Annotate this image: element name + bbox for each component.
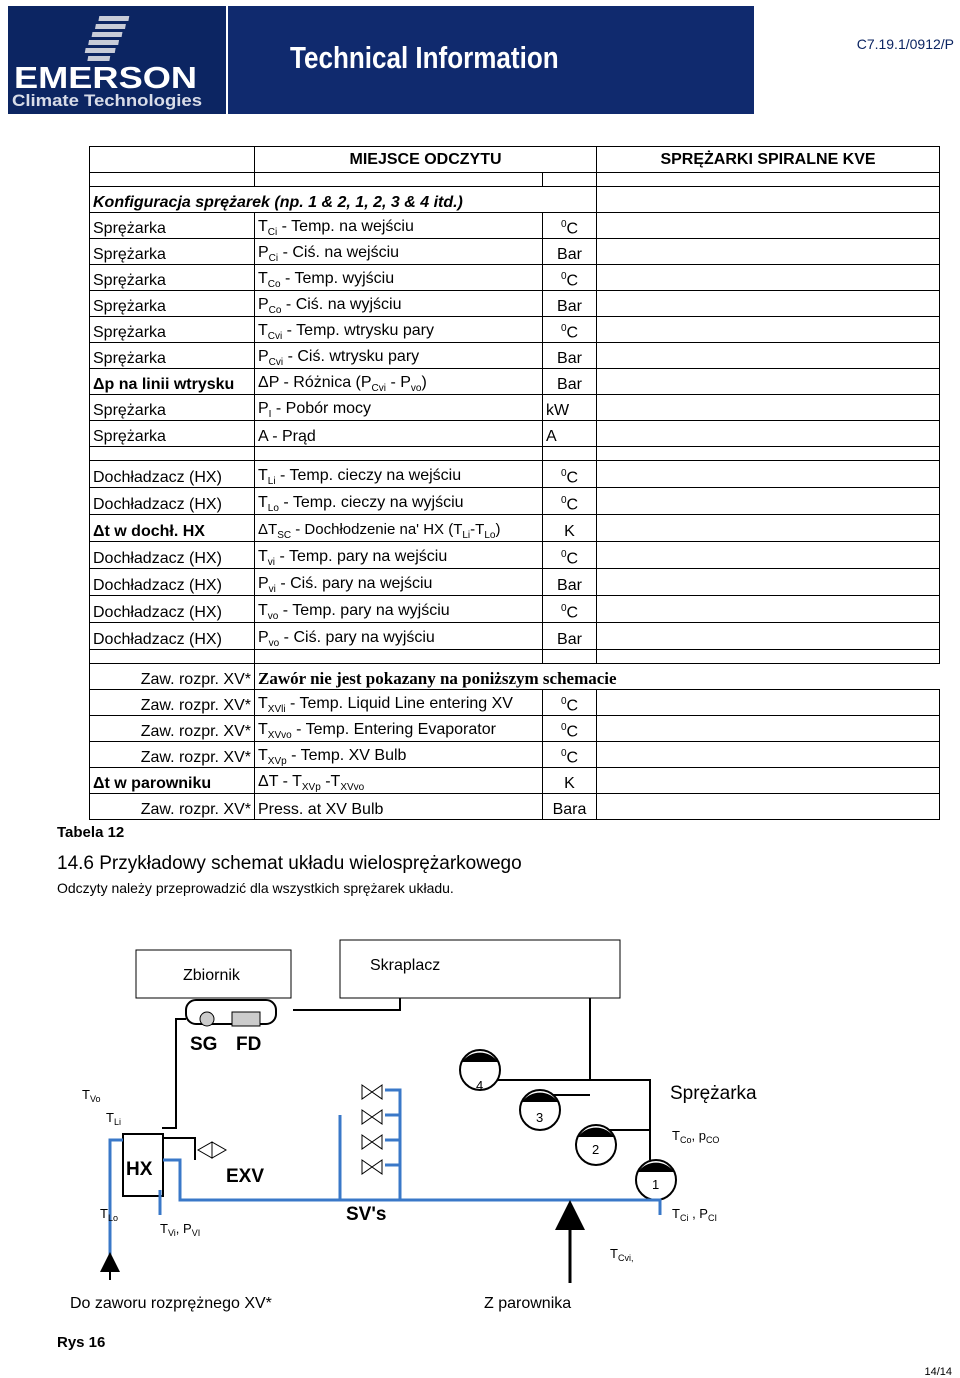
svg-text:1: 1 xyxy=(652,1177,660,1192)
table-row: Zaw. rozpr. XV* $T_{XVli}$ - Temp. Liquid Line entering XV $^0$C xyxy=(90,690,940,716)
config-label: Konfiguracja sprężarek (np. 1 & 2, 1, 2, 3 & 4 itd.) xyxy=(90,187,597,213)
table-row: Zaw. rozpr. XV* $T_{XVp}$ - Temp. XV Bulb $^0$C xyxy=(90,742,940,768)
filter-drier-icon xyxy=(232,1012,260,1026)
table-row: Zaw. rozpr. XV* Press. at XV Bulb Bara xyxy=(90,794,940,820)
table-row: Dochładzacz (HX) $P_{vi}$ - Ciś. pary na wejściu Bar xyxy=(90,569,940,596)
hx-label: HX xyxy=(126,1159,153,1180)
table-row: Zaw. rozpr. XV* $T_{XVvo}$ - Temp. Entering Evaporator $^0$C xyxy=(90,716,940,742)
header-kve: SPRĘŻARKI SPIRALNE KVE xyxy=(597,147,940,173)
compressor-4 xyxy=(460,1050,500,1093)
condenser-label: Skraplacz xyxy=(370,957,441,974)
exv-valve-icon xyxy=(198,1142,226,1158)
svg-text:3: 3 xyxy=(536,1110,544,1125)
page-number: 14/14 xyxy=(924,1366,952,1378)
table-row: Sprężarka $P_{Co}$ - Ciś. na wyjściu Bar xyxy=(90,291,940,317)
table-row: Zaw. rozpr. XV* Zawór nie jest pokazany na poniższym schemacie xyxy=(90,664,940,690)
logo-wordmark: EMERSON xyxy=(14,60,197,95)
svg-text:2: 2 xyxy=(592,1142,600,1157)
logo-tagline: Climate Technologies xyxy=(12,91,202,110)
tvo-label: $T_{Vo}$ xyxy=(82,1087,101,1104)
tvi-pvi-label: $T_{Vi}$, $P_{VI}$ xyxy=(160,1221,201,1238)
table-row: Sprężarka A - Prąd A xyxy=(90,421,940,447)
to-xv-label: Do zaworu rozprężnego XV* xyxy=(70,1295,272,1312)
table-row: Δt w parowniku ΔT - $T_{XVp}$ $-T_{XVvo}$ K xyxy=(90,768,940,794)
document-code: C7.19.1/0912/P xyxy=(856,36,954,52)
table-row: Sprężarka $T_{Cvi}$ - Temp. wtrysku pary $^0$C xyxy=(90,317,940,343)
tco-pco-label: $T_{Co}$, $p_{CO}$ xyxy=(672,1128,720,1145)
sg-label: SG xyxy=(190,1034,218,1055)
section-note: Odczyty należy przeprowadzić dla wszystkich sprężarek układu. xyxy=(57,880,454,896)
table-row: Δt w dochł. HX $\Delta T_{SC}$ - Dochłodzenie na' HX $(T_{Li}-T_{Lo})$ K xyxy=(90,515,940,542)
table-row: Dochładzacz (HX) $T_{vo}$ - Temp. pary na wyjściu $^0$C xyxy=(90,596,940,623)
tlo-label: $T_{Lo}$ xyxy=(100,1206,118,1223)
table-row: Sprężarka $P_I$ - Pobór mocy kW xyxy=(90,395,940,421)
receiver-tank xyxy=(186,1000,276,1024)
section-title: 14.6 Przykładowy schemat układu wielosprężarkowego xyxy=(57,853,522,874)
compressor-1 xyxy=(636,1160,676,1200)
table-row: Dochładzacz (HX) $T_{Li}$ - Temp. cieczy na wejściu $^0$C xyxy=(90,461,940,488)
compressor-label: Sprężarka xyxy=(670,1083,757,1104)
figure-caption: Rys 16 xyxy=(57,1334,106,1351)
tli-label: $T_{Li}$ xyxy=(106,1110,121,1127)
from-evap-label: Z parownika xyxy=(484,1295,572,1312)
document-title: Technical Information xyxy=(290,40,559,75)
solenoid-valves-icon xyxy=(362,1085,382,1174)
table-caption: Tabela 12 xyxy=(57,824,125,841)
table-row: Sprężarka $T_{Ci}$ - Temp. na wejściu $^0$C xyxy=(90,213,940,239)
sight-glass-icon xyxy=(200,1012,214,1026)
table-row: Sprężarka $T_{Co}$ - Temp. wyjściu $^0$C xyxy=(90,265,940,291)
table-row: Sprężarka $P_{Cvi}$ - Ciś. wtrysku pary Bar xyxy=(90,343,940,369)
receiver-label: Zbiornik xyxy=(183,967,240,984)
tci-pci-label: $T_{Ci}$ , $P_{CI}$ xyxy=(672,1206,717,1223)
table-row: Δp na linii wtrysku ΔP - Różnica $(P_{Cvi} - P_{vo})$ Bar xyxy=(90,369,940,395)
table-row: Dochładzacz (HX) $T_{Lo}$ - Temp. cieczy na wyjściu $^0$C xyxy=(90,488,940,515)
tcvi-label: $T_{Cvi,}$ xyxy=(610,1246,634,1263)
exv-label: EXV xyxy=(226,1166,265,1187)
svg-text:4: 4 xyxy=(476,1078,484,1093)
compressor-2 xyxy=(576,1125,616,1165)
fd-label: FD xyxy=(236,1034,262,1055)
table-row: Dochładzacz (HX) $P_{vo}$ - Ciś. pary na wyjściu Bar xyxy=(90,623,940,650)
compressor-3 xyxy=(520,1090,560,1130)
table-row: Dochładzacz (HX) $T_{vi}$ - Temp. pary na wejściu $^0$C xyxy=(90,542,940,569)
header-location: MIEJSCE ODCZYTU xyxy=(255,147,597,173)
table-row: Sprężarka $P_{Ci}$ - Ciś. na wejściu Bar xyxy=(90,239,940,265)
svs-label: SV's xyxy=(346,1204,387,1225)
